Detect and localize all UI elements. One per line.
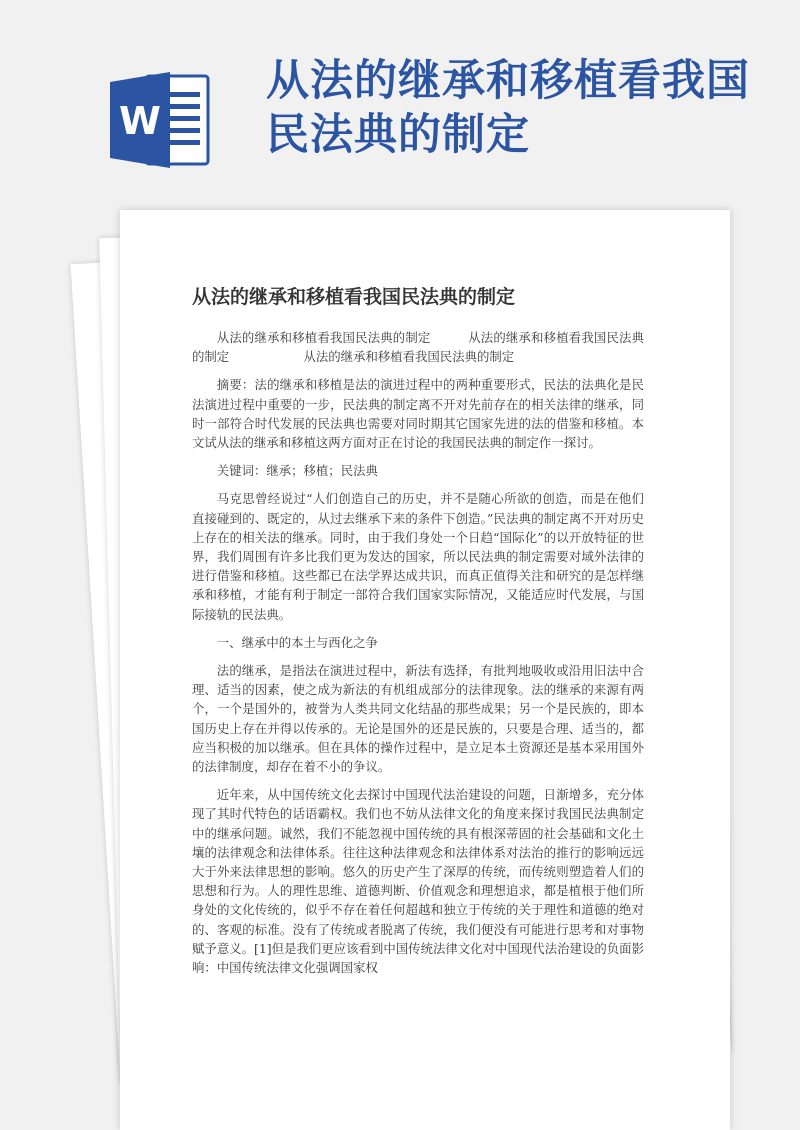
section-heading-1: 一、继承中的本土与西化之争 — [216, 634, 378, 650]
word-document-icon — [108, 70, 213, 170]
keywords-line: 关键词：继承；移植；民法典 — [216, 463, 378, 479]
paragraph-2: 法的继承，是指法在演进过程中，新法有选择，有批判地吸收或沿用旧法中合理、适当的因素，使之成为新法的有机组成部分的法律现象。法的继承的来源有两个，一个是国外的，被誉为人类共同文化结晶的那些成果；另一个是民族的，即本国历史上存在并得以传承的。无论是国外的还是民族的，只要是合理、适当的，都应当积极的加以继承。但在具体的操作过程中，是立足本土资源还是基本采用国外的法律制度，却存在着不小的争议。 — [192, 663, 644, 775]
svg-text:W: W — [119, 99, 161, 143]
abstract-paragraph: 摘要：法的继承和移植是法的演进过程中的两种重要形式，民法的法典化是民法演进过程中重要的一步，民法典的制定离不开对先前存在的相关法律的继承，同时一部符合时代发展的民法典也需要对同时期其它国家先进的法的借鉴和移植。本文试从法的继承和移植这两方面对正在讨论的我国民法典的制定作一探讨。 — [192, 377, 644, 451]
header-title: 从法的继承和移植看我国民法典的制定 — [266, 56, 750, 160]
document-page — [120, 210, 730, 1130]
paragraph-1: 马克思曾经说过“人们创造自己的历史，并不是随心所欲的创造，而是在他们直接碰到的、既定的，从过去继承下来的条件下创造。”民法典的制定离不开对历史上存在的相关法的继承。同时，由于我们身处一个日趋“国际化”的以开放特征的世界，我们周围有许多比我们更为发达的国家，所以民法典的制定需要对域外法律的进行借鉴和移植。这些都已在法学界达成共识，而真正值得关注和研究的是怎样继承和移植，才能有利于制定一部符合我们国家实际情况，又能适应时代发展，与国际接轨的民法典。 — [192, 491, 644, 622]
title-repeat-line: 从法的继承和移植看我国民法典的制定 从法的继承和移植看我国民法典的制定 从法的继承和移植看我国民法典的制定 — [192, 330, 644, 365]
document-body — [192, 328, 644, 986]
document-title: 从法的继承和移植看我国民法典的制定 — [192, 286, 516, 308]
paragraph-3: 近年来，从中国传统文化去探讨中国现代法治建设的问题，日渐增多，充分体现了其时代特色的话语霸权。我们也不妨从法律文化的角度来探讨我国民法典制定中的继承问题。诚然，我们不能忽视中国传统的具有根深蒂固的社会基础和文化土壤的法律观念和法律体系。往往这种法律观念和法律体系对法治的推行的影响远远大于外来法律思想的影响。悠久的历史产生了深厚的传统，而传统则塑造着人们的思想和行为。人的理性思维、道德判断、价值观念和理想追求，都是植根于他们所身处的文化传统的，似乎不存在着任何超越和独立于传统的关于理性和道德的绝对的、客观的标准。没有了传统或者脱离了传统，我们便没有可能进行思考和对事物赋予意义。[1]但是我们更应该看到中国传统法律文化对中国现代法治建设的负面影响：中国传统法律文化强调国家权 — [192, 787, 644, 976]
page-header — [0, 0, 800, 200]
